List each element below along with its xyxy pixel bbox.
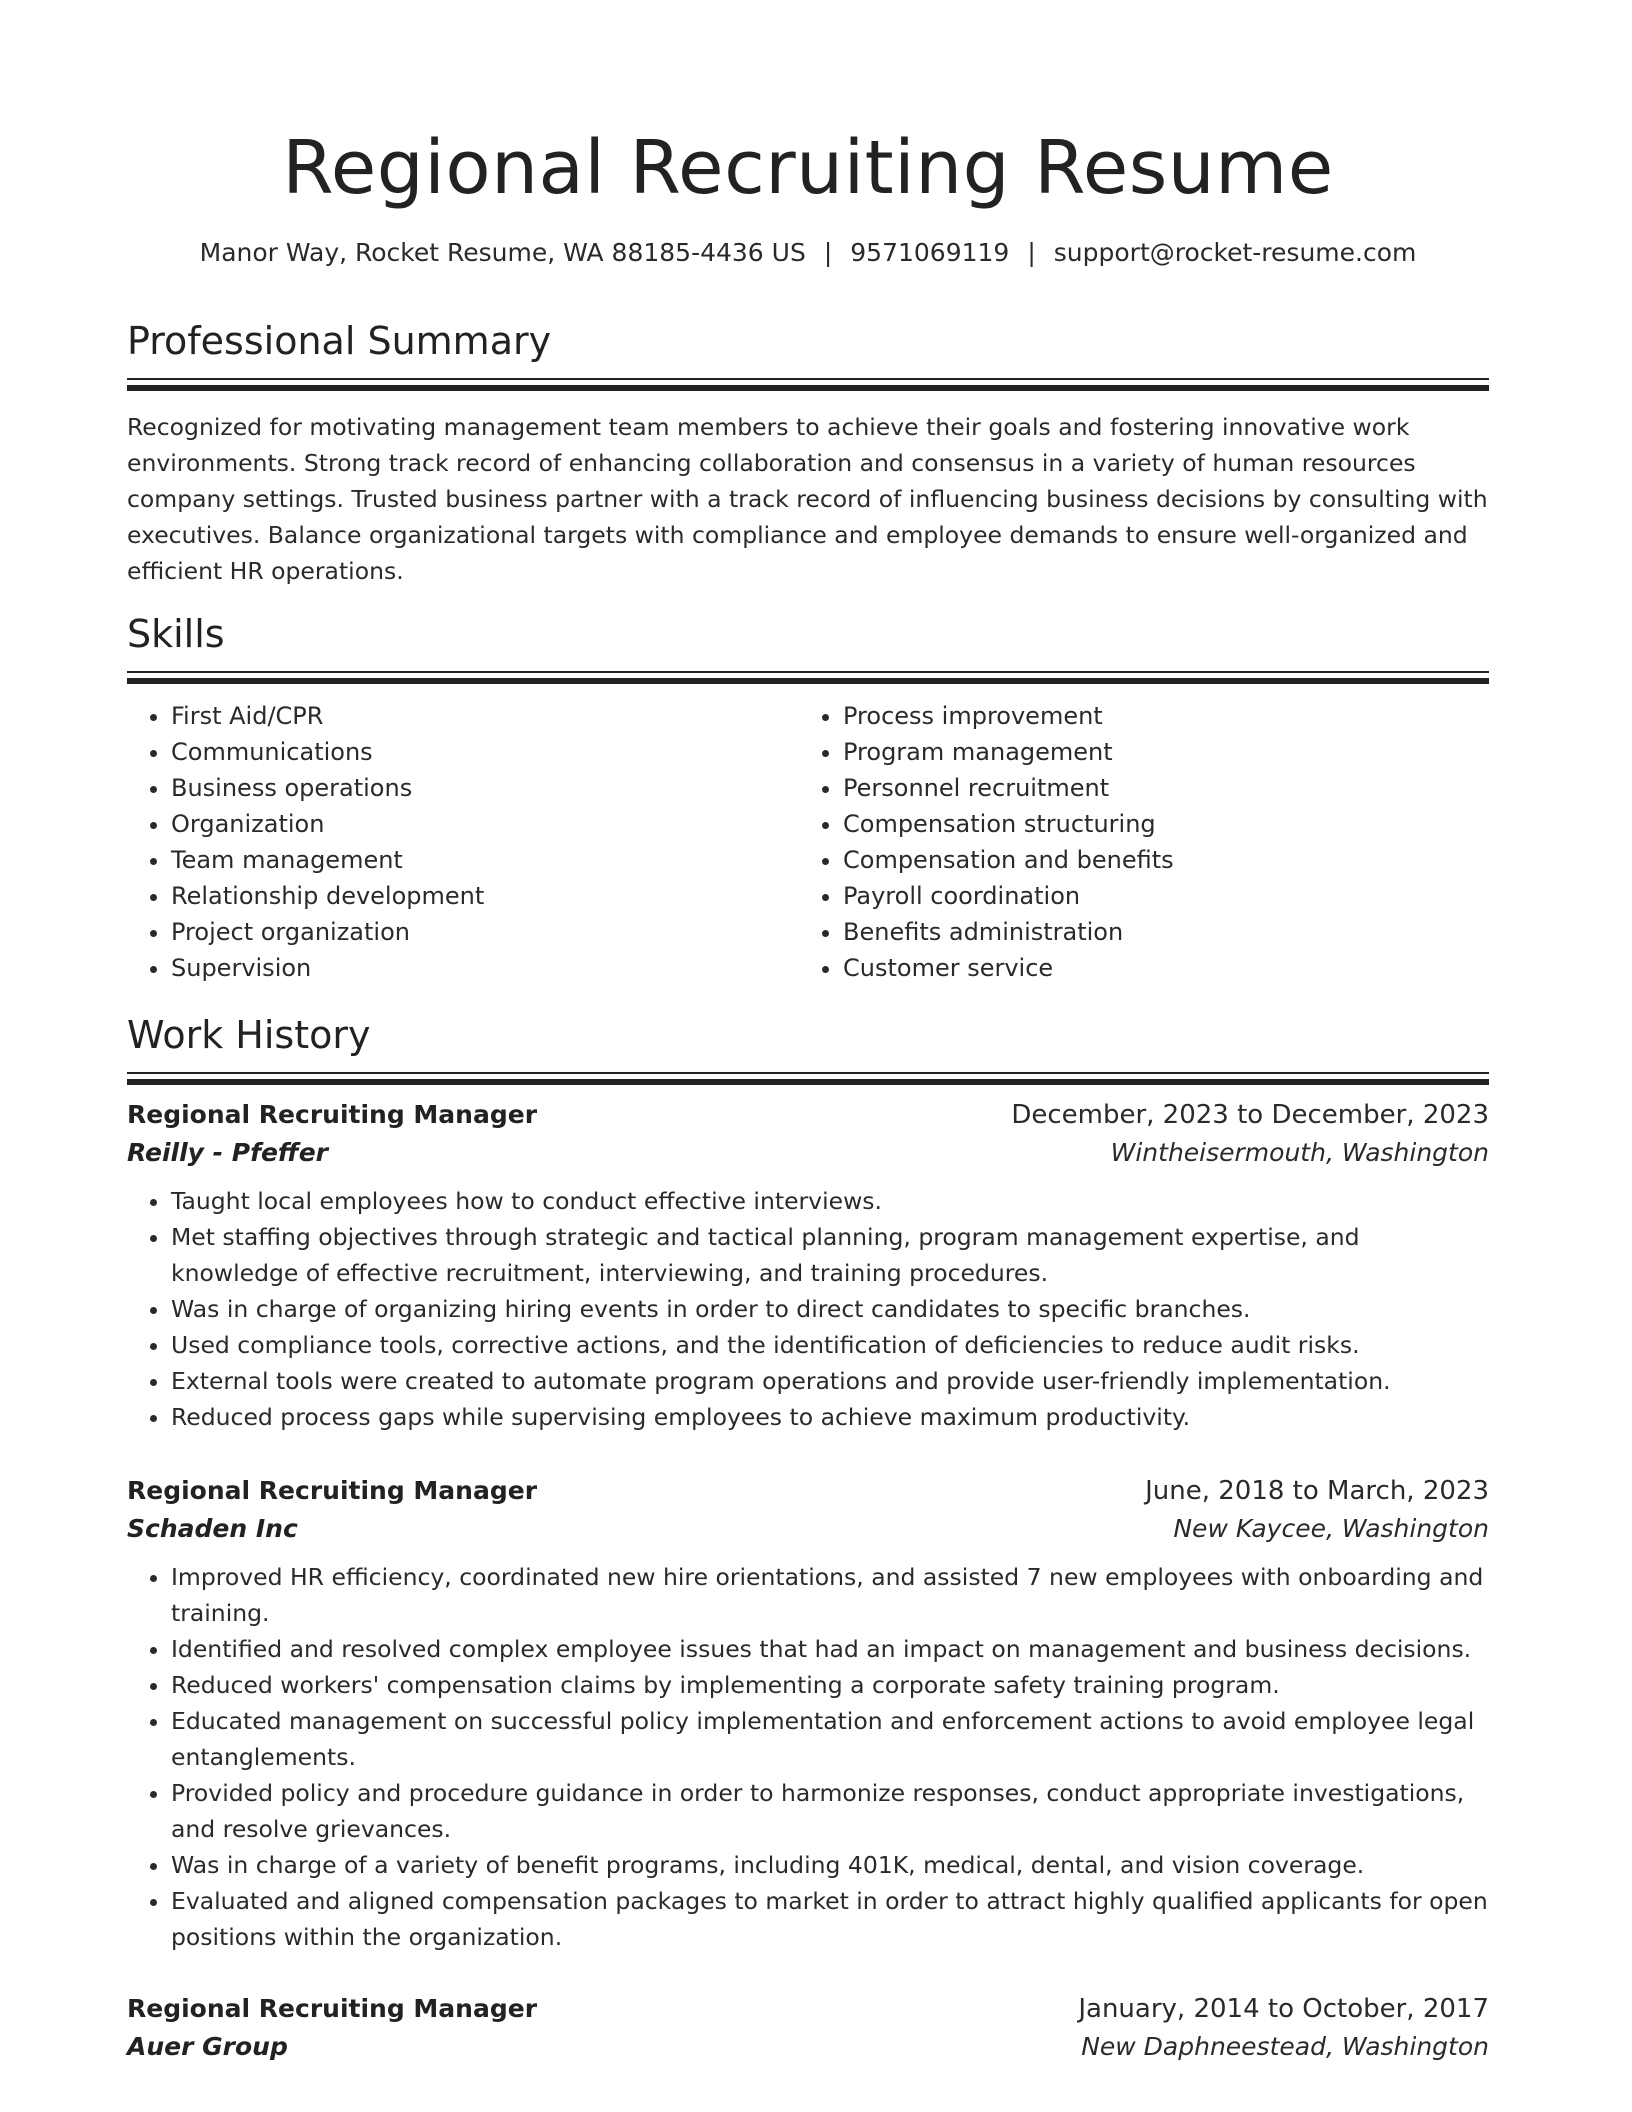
contact-separator: | <box>1027 238 1036 267</box>
contact-phone: 9571069119 <box>850 238 1010 267</box>
skill-item: • Supervision <box>171 950 799 986</box>
skill-item: • First Aid/CPR <box>171 698 799 734</box>
job-bullet: • Identified and resolved complex employee issues that had an impact on management and business decisions. <box>171 1631 1489 1667</box>
contact-line <box>127 236 1489 270</box>
job-title: Regional Recruiting Manager <box>127 1994 538 2023</box>
job-bullet: • Provided policy and procedure guidance in order to harmonize responses, conduct appropriate investigations, and resolve grievances. <box>171 1775 1489 1847</box>
job-entry <box>127 1473 1489 1955</box>
skills-list-right <box>799 698 1471 986</box>
job-location: Wintheisermouth, Washington <box>1110 1138 1489 1167</box>
skill-item: • Compensation and benefits <box>843 842 1471 878</box>
summary-text: Recognized for motivating management team members to achieve their goals and fostering innovative work environments. Strong track record of enhancing collaboration and consensus in a variety of human resources company settings. Trusted business partner with a track record of influencing business decisions by consulting with executives. Balance organizational targets with compliance and employee demands to ensure well-organized and efficient HR operations. <box>127 413 1488 585</box>
skills-list-left <box>127 698 799 986</box>
job-bullet: • Was in charge of organizing hiring events in order to direct candidates to specific branches. <box>171 1291 1489 1327</box>
job-title: Regional Recruiting Manager <box>127 1100 538 1129</box>
contact-email: support@rocket-resume.com <box>1053 238 1417 267</box>
job-company: Auer Group <box>127 2032 288 2061</box>
section-rule <box>127 671 1489 684</box>
skill-item: • Compensation structuring <box>843 806 1471 842</box>
job-dates: June, 2018 to March, 2023 <box>1145 1476 1489 1506</box>
skill-item: • Program management <box>843 734 1471 770</box>
job-dates: January, 2014 to October, 2017 <box>1078 1994 1489 2024</box>
section-rule <box>127 378 1489 391</box>
job-location: New Daphneestead, Washington <box>1081 2032 1489 2061</box>
work-history-heading: Work History <box>127 1013 371 1057</box>
skills-columns <box>127 698 1489 986</box>
job-bullet-list <box>127 1559 1489 1955</box>
skills-section <box>127 609 1489 986</box>
job-bullet: • Met staffing objectives through strategic and tactical planning, program management expertise, and knowledge of effective recruitment, interviewing, and training procedures. <box>171 1219 1489 1291</box>
job-bullet: • Reduced workers' compensation claims by implementing a corporate safety training program. <box>171 1667 1489 1703</box>
resume-name: Regional Recruiting Resume <box>282 125 1334 211</box>
work-history-section <box>127 1010 1489 1085</box>
skill-item: • Benefits administration <box>843 914 1471 950</box>
job-company: Reilly - Pfeffer <box>127 1138 329 1167</box>
skill-item: • Team management <box>171 842 799 878</box>
job-bullet: • Educated management on successful policy implementation and enforcement actions to avoid employee legal entanglements. <box>171 1703 1489 1775</box>
job-entry <box>127 1097 1489 1435</box>
skill-item: • Payroll coordination <box>843 878 1471 914</box>
contact-address: Manor Way, Rocket Resume, WA 88185-4436 US <box>199 238 806 267</box>
job-company-row <box>127 1133 1489 1173</box>
job-dates: December, 2023 to December, 2023 <box>1011 1100 1489 1130</box>
job-bullet: • Reduced process gaps while supervising employees to achieve maximum productivity. <box>171 1399 1489 1435</box>
job-header-row <box>127 1473 1489 1509</box>
job-bullet: • Used compliance tools, corrective actions, and the identification of deficiencies to reduce audit risks. <box>171 1327 1489 1363</box>
job-bullet: • External tools were created to automate program operations and provide user-friendly implementation. <box>171 1363 1489 1399</box>
contact-separator: | <box>823 238 833 267</box>
job-bullet: • Evaluated and aligned compensation packages to market in order to attract highly qualified applicants for open positions within the organization. <box>171 1883 1489 1955</box>
skill-item: • Communications <box>171 734 799 770</box>
skill-item: • Customer service <box>843 950 1471 986</box>
job-entry <box>127 1991 1489 2067</box>
job-company-row <box>127 1509 1489 1549</box>
skill-item: • Project organization <box>171 914 799 950</box>
job-company-row <box>127 2027 1489 2067</box>
skill-item: • Personnel recruitment <box>843 770 1471 806</box>
skills-heading: Skills <box>127 612 225 656</box>
section-rule <box>127 1072 1489 1085</box>
job-header-row <box>127 1991 1489 2027</box>
job-title: Regional Recruiting Manager <box>127 1476 538 1505</box>
job-bullet: • Taught local employees how to conduct effective interviews. <box>171 1183 1489 1219</box>
job-company: Schaden Inc <box>127 1514 298 1543</box>
skill-item: • Organization <box>171 806 799 842</box>
summary-section <box>127 316 1489 589</box>
job-bullet: • Improved HR efficiency, coordinated new hire orientations, and assisted 7 new employees with onboarding and training. <box>171 1559 1489 1631</box>
job-bullet: • Was in charge of a variety of benefit programs, including 401K, medical, dental, and vision coverage. <box>171 1847 1489 1883</box>
skill-item: • Process improvement <box>843 698 1471 734</box>
job-location: New Kaycee, Washington <box>1173 1514 1489 1543</box>
summary-heading: Professional Summary <box>127 319 552 363</box>
job-bullet-list <box>127 1183 1489 1435</box>
skill-item: • Business operations <box>171 770 799 806</box>
job-header-row <box>127 1097 1489 1133</box>
skill-item: • Relationship development <box>171 878 799 914</box>
